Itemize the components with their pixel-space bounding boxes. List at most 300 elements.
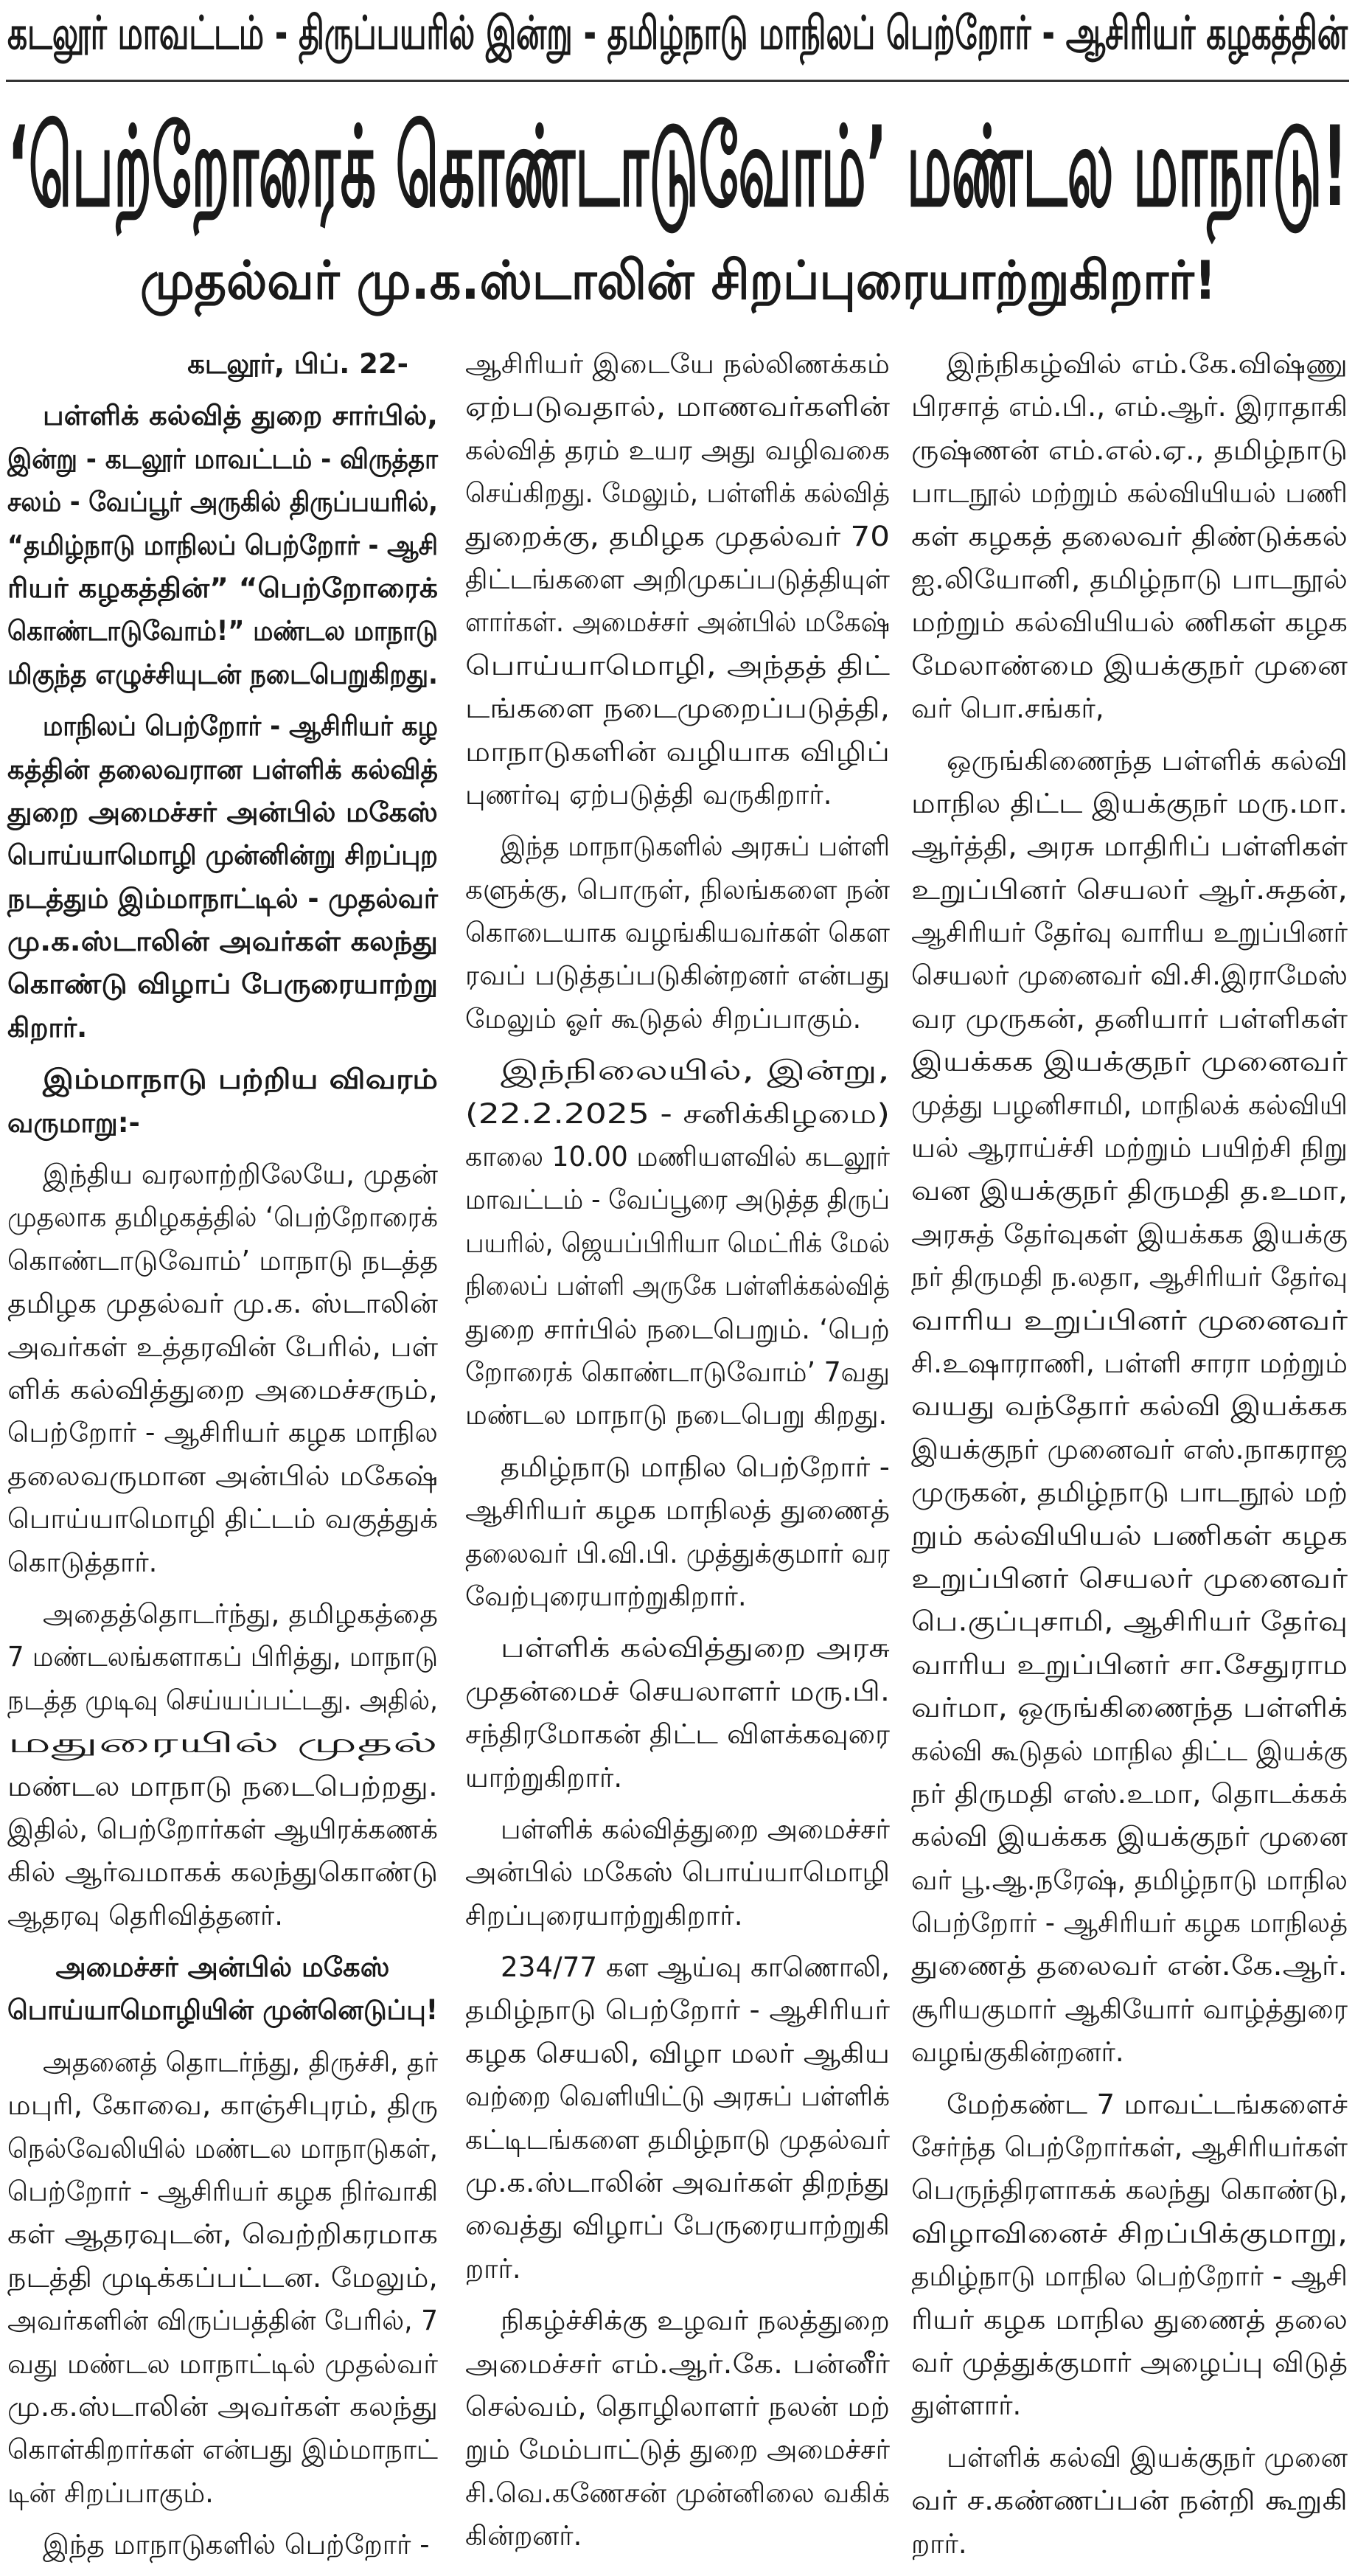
line-text: கத்தின் தலைவரான பள்ளிக் கல்வித் (7, 753, 438, 785)
text-line (465, 954, 890, 997)
text-line (7, 481, 438, 524)
text-line (7, 834, 438, 877)
line-text: பெ.குப்புசாமி, ஆசிரியர் தேர்வு (911, 1605, 1348, 1638)
text-line (911, 429, 1348, 472)
text-line (7, 524, 438, 567)
line-text: மு.க.ஸ்டாலின் அவர்கள் கலந்து (7, 926, 438, 958)
text-line (7, 567, 438, 610)
text-line (465, 2075, 890, 2118)
line-text: அன்பில் மகேஸ் பொய்யாமொழி (465, 1856, 890, 1889)
paragraph (911, 740, 1348, 2075)
line-text: அவர்களின் விருப்பத்தின் பேரில், 7 (7, 2305, 438, 2337)
text-line (7, 1989, 438, 2032)
paragraph (465, 2299, 890, 2558)
text-line (911, 2384, 1348, 2427)
line-text: மபுரி, கோவை, காஞ்சிபுரம், திரு (7, 2089, 438, 2122)
text-line (7, 1326, 438, 1369)
line-text: சூரியகுமார் ஆகியோர் வாழ்த்துரை (911, 1993, 1348, 2025)
line-text: துள்ளார். (911, 2389, 1022, 2422)
text-line (465, 2299, 890, 2342)
text-line (911, 1773, 1348, 1816)
line-text: கொடுத்தார். (7, 1546, 158, 1578)
line-text: கிறார். (7, 1011, 88, 1044)
line-text: நெல்வேலியில் மண்டல மாநாடுகள், (7, 2132, 438, 2164)
text-line (7, 1766, 438, 1808)
line-text: தமிழ்நாடு பெற்றோர் - ஆசிரியர் (465, 1994, 890, 2027)
line-text: றும் கல்வியியல் பணிகள் கழக (911, 1519, 1348, 1552)
text-line (7, 1808, 438, 1851)
text-line (7, 2386, 438, 2429)
text-line (7, 343, 438, 386)
text-line (7, 1722, 438, 1765)
text-line (911, 2479, 1348, 2522)
text-line (465, 645, 890, 687)
line-text: இந்த மாநாடுகளில் பெற்றோர் - (43, 2529, 430, 2561)
text-line (465, 558, 890, 601)
text-line (7, 705, 438, 748)
text-line (911, 2031, 1348, 2074)
line-text: கடலூர், பிப். 22- (187, 348, 408, 380)
text-line (7, 2343, 438, 2386)
line-text: சிறப்புரையாற்றுகிறார். (465, 1899, 743, 1931)
line-text: தலைவர் பி.வி.பி. முத்துக்குமார் வர (465, 1537, 890, 1569)
line-text: புணர்வு ஏற்படுத்தி வருகிறார். (465, 778, 832, 810)
line-text: 234/77 கள ஆய்வு காணொலி, (501, 1951, 890, 1984)
line-text: ஆதரவு தெரிவித்தனர். (7, 1899, 283, 1931)
text-line (911, 869, 1348, 912)
line-text: பள்ளிக் கல்வி இயக்குநர் முனை (947, 2441, 1348, 2473)
text-line (911, 2169, 1348, 2212)
text-line (7, 1153, 438, 1196)
line-text: பயரில், ஜெயப்பிரியா மெட்ரிக் மேல் (465, 1226, 890, 1259)
text-line (911, 1988, 1348, 2031)
text-line (465, 1446, 890, 1489)
line-text: தமிழ்நாடு மாநில பெற்றோர் - ஆசி (911, 2260, 1348, 2293)
text-line (911, 1515, 1348, 1558)
paragraph (465, 1049, 890, 1437)
line-text: ஏற்படுவதால், மாணவர்களின் (465, 391, 890, 423)
paragraph (911, 2083, 1348, 2428)
line-text: இயக்குநர் முனைவர் எஸ்.நாகராஜ (911, 1433, 1348, 1465)
line-text: இம்மாநாடு பற்றிய விவரம் (43, 1063, 438, 1096)
line-text: இந்திய வரலாற்றிலேயே, முதன் (43, 1159, 438, 1191)
text-line (7, 2429, 438, 2471)
line-text: மதுரையில் முதல் (7, 1727, 438, 1760)
text-line (465, 1136, 890, 1178)
text-line (911, 1041, 1348, 1083)
paragraph (911, 343, 1348, 731)
text-line (465, 1627, 890, 1670)
text-line (465, 2515, 890, 2558)
text-line (7, 1593, 438, 1636)
line-text: டங்களை நடைமுறைப்படுத்தி, (465, 692, 890, 725)
line-text: நர் திருமதி ந.லதா, ஆசிரியர் தேர்வு (911, 1261, 1348, 1294)
line-text: கள் கழகத் தலைவர் திண்டுக்கல் (911, 520, 1348, 552)
line-text: அவர்கள் உத்தரவின் பேரில், பள் (7, 1330, 438, 1363)
text-line (7, 2472, 438, 2515)
text-line (911, 1859, 1348, 1902)
text-line (465, 774, 890, 816)
paragraph (465, 825, 890, 1041)
line-text: வைத்து விழாப் பேருரையாற்றுகி (465, 2209, 890, 2242)
line-text: ஆர்த்தி, அரசு மாதிரிப் பள்ளிகள் (911, 830, 1348, 863)
text-line (7, 2170, 438, 2213)
line-text: தலைவருமான அன்பில் மகேஷ் (7, 1459, 438, 1492)
paragraph (465, 1808, 890, 1937)
line-text: ஆசிரியர் கழக மாநிலத் துணைத் (465, 1494, 890, 1527)
line-text: முதலாக தமிழகத்தில் ‘பெற்றோரைக் (7, 1201, 438, 1234)
line-text: வர்மா, ஒருங்கிணைந்த பள்ளிக் (911, 1692, 1348, 1724)
line-text: தமிழக முதல்வர் மு.க. ஸ்டாலின் (7, 1288, 438, 1320)
text-line (7, 1058, 438, 1101)
line-text: பொய்யாமொழி முன்னின்று சிறப்புற (7, 839, 438, 872)
line-text: ளிக் கல்வித்துறை அமைச்சரும், (7, 1373, 438, 1406)
text-line (911, 1687, 1348, 1729)
line-text: றோரைக் கொண்டாடுவோம்’ 7வது (465, 1355, 890, 1388)
line-text: வது மண்டல மாநாட்டில் முதல்வர் (7, 2347, 438, 2380)
line-text: வர் ச.கண்ணப்பன் நன்றி கூறுகி (911, 2485, 1348, 2517)
headline (7, 103, 1348, 243)
line-text: வர முருகன், தனியார் பள்ளிகள் (911, 1002, 1348, 1035)
text-line (7, 1412, 438, 1454)
text-line (465, 2429, 890, 2471)
line-text: காலை 10.00 மணியளவில் கடலூர் (465, 1141, 890, 1173)
text-line (465, 386, 890, 428)
line-text: முத்து பழனிசாமி, மாநிலக் கல்வியி (911, 1089, 1348, 1121)
line-text: வாரிய உறுப்பினர் சா.சேதுராம (911, 1648, 1348, 1681)
text-line (465, 1946, 890, 1989)
text-line (7, 653, 438, 696)
line-text: வேற்புரையாற்றுகிறார். (465, 1580, 747, 1612)
line-text: கொடையாக வழங்கியவர்கள் கௌ (465, 917, 890, 949)
text-line (7, 1895, 438, 1937)
line-text: றார். (911, 2527, 967, 2560)
text-line (465, 1178, 890, 1221)
line-text: மாநிலப் பெற்றோர் - ஆசிரியர் கழ (43, 710, 438, 743)
line-text: வர் முத்துக்குமார் அழைப்பு விடுத் (911, 2346, 1348, 2378)
text-line (7, 1851, 438, 1894)
line-text: உறுப்பினர் செயலர் ஆர்.சுதன், (911, 873, 1348, 906)
text-line (7, 1946, 438, 1989)
line-text: சலம் - வேப்பூர் அருகில் திருப்பயரில், (7, 486, 438, 518)
text-line (911, 1600, 1348, 1643)
line-text: நடத்தி முடிக்கப்பட்டன. மேலும், (7, 2261, 438, 2294)
line-text: சி.உஷாராணி, பள்ளி சாரா மற்றும் (911, 1347, 1348, 1379)
line-text: வர் பூ.ஆ.நரேஷ், தமிழ்நாடு மாநில (911, 1864, 1348, 1896)
text-line (7, 2084, 438, 2127)
line-text: மேலும் ஓர் கூடுதல் சிறப்பாகும். (465, 1002, 862, 1035)
headline-text: ‘பெற்றோரைக் கொண்டாடுவோம்’ மண்டல மாநாடு! (7, 103, 1348, 232)
text-line (465, 2032, 890, 2075)
text-line (465, 429, 890, 472)
text-line (465, 1895, 890, 1937)
subheadline (140, 249, 1216, 323)
text-line (465, 2119, 890, 2162)
text-line (7, 878, 438, 920)
text-line (911, 2255, 1348, 2298)
line-text: பொய்யாமொழி திட்டம் வகுத்துக் (7, 1503, 438, 1535)
line-text: மிகுந்த எழுச்சியுடன் நடைபெறுகிறது. (7, 658, 438, 690)
article-column-3 (911, 343, 1348, 2575)
line-text: ஒருங்கிணைந்த பள்ளிக் கல்வி (947, 744, 1348, 777)
text-line (7, 1196, 438, 1239)
line-text: பெற்றோர் - ஆசிரியர் கழக மாநில (7, 1417, 438, 1449)
text-line (465, 731, 890, 774)
text-line (911, 386, 1348, 428)
line-text: றார். (465, 2252, 521, 2285)
line-text: வழங்குகின்றனர். (911, 2036, 1124, 2069)
text-line (465, 1808, 890, 1851)
text-line (465, 515, 890, 558)
line-text: கில் ஆர்வமாகக் கலந்துகொண்டு (7, 1856, 438, 1889)
line-text: தமிழ்நாடு மாநில பெற்றோர் - (501, 1451, 890, 1483)
text-line (465, 687, 890, 730)
text-line (465, 343, 890, 386)
line-text: பிரசாத் எம்.பி., எம்.ஆர். இராதாகி (911, 391, 1348, 423)
line-text: அமைச்சர் எம்.ஆர்.கே. பன்னீர் (465, 2347, 890, 2380)
line-text: அதைத்தொடர்ந்து, தமிழகத்தை (43, 1597, 438, 1630)
text-line (465, 998, 890, 1041)
text-line (911, 515, 1348, 558)
line-text: நிகழ்ச்சிக்கு உழவர் நலத்துறை (501, 2305, 890, 2337)
text-line (7, 1007, 438, 1049)
text-line (911, 1213, 1348, 1256)
line-text: பெற்றோர் - ஆசிரியர் கழக நிர்வாகி (7, 2176, 438, 2208)
text-line (7, 2257, 438, 2299)
line-text: துணைத் தலைவர் என்.கே.ஆர். (911, 1950, 1348, 1982)
text-line (911, 1342, 1348, 1385)
line-text: மு.க.ஸ்டாலின் அவர்கள் திறந்து (465, 2167, 890, 2199)
text-line (465, 1394, 890, 1437)
line-text: வயது வந்தோர் கல்வி இயக்கக (911, 1390, 1348, 1423)
text-line (465, 1093, 890, 1136)
line-text: செல்வம், தொழிலாளர் நலன் மற் (465, 2390, 890, 2423)
text-line (911, 2212, 1348, 2255)
line-text: பள்ளிக் கல்வித் துறை சார்பில், (43, 400, 438, 432)
paragraph (465, 1946, 890, 2291)
text-line (7, 1369, 438, 1412)
text-line (7, 2041, 438, 2084)
line-text: மண்டல மாநாடு நடைபெறு கிறது. (465, 1399, 888, 1431)
text-line (7, 1679, 438, 1722)
line-text: நடத்த முடிவு செய்யப்பட்டது. அதில், (7, 1684, 438, 1716)
text-line (465, 825, 890, 868)
line-text: அரசுத் தேர்வுகள் இயக்கக இயக்கு (911, 1218, 1348, 1250)
text-line (7, 1240, 438, 1282)
text-line (911, 1730, 1348, 1773)
kicker-text: கடலூர் மாவட்டம் - திருப்பயரில் இன்று - தமிழ்நாடு மாநிலப் பெற்றோர் - ஆசிரியர் கழகத்தின் (7, 6, 1348, 60)
kicker-line (7, 6, 1348, 76)
text-line (7, 2524, 438, 2566)
text-line (911, 825, 1348, 868)
line-text: இந்நிகழ்வில் எம்.கே.விஷ்ணு (947, 348, 1348, 380)
text-line (7, 2213, 438, 2256)
text-line (911, 1428, 1348, 1471)
line-text: கல்வித் தரம் உயர அது வழிவகை (465, 434, 890, 466)
text-line (911, 782, 1348, 825)
text-line (911, 1816, 1348, 1858)
text-line (911, 740, 1348, 782)
paragraph (7, 705, 438, 1049)
paragraph (7, 1153, 438, 1584)
paragraph (7, 395, 438, 696)
line-text: விழாவினைச் சிறப்பிக்குமாறு, (911, 2217, 1348, 2249)
text-line (911, 2126, 1348, 2169)
paragraph (7, 2524, 438, 2566)
line-text: உறுப்பினர் செயலர் முனைவர் (911, 1562, 1348, 1594)
line-text: முருகன், தமிழ்நாடு பாடநூல் மற் (911, 1476, 1348, 1509)
text-line (911, 558, 1348, 601)
text-line (911, 1945, 1348, 1987)
line-text: கட்டிடங்களை தமிழ்நாடு முதல்வர் (465, 2123, 890, 2156)
text-line (465, 1670, 890, 1713)
line-text: யாற்றுகிறார். (465, 1761, 623, 1794)
paragraph (7, 1058, 438, 1145)
line-text: பொய்யாமொழி, அந்தத் திட் (465, 649, 890, 681)
text-line (7, 1102, 438, 1145)
paragraph (7, 2041, 438, 2515)
line-text: மாநில திட்ட இயக்குநர் மரு.மா. (911, 787, 1348, 819)
text-line (911, 1127, 1348, 1170)
text-line (911, 2299, 1348, 2341)
text-line (7, 1498, 438, 1541)
line-text: பாடநூல் மற்றும் கல்வியியல் பணி (911, 477, 1348, 510)
line-text: மாநாடுகளின் வழியாக விழிப் (465, 735, 890, 768)
paragraph (911, 2437, 1348, 2566)
line-text: பள்ளிக் கல்வித்துறை அரசு (501, 1632, 890, 1664)
line-text: இதில், பெற்றோர்கள் ஆயிரக்கணக் (7, 1813, 438, 1845)
text-line (911, 2341, 1348, 2384)
article-column-2 (465, 343, 890, 2567)
text-line (911, 1256, 1348, 1299)
line-text: ரியர் கழக மாநில துணைத் தலை (911, 2303, 1348, 2336)
text-line (7, 438, 438, 481)
text-line (465, 912, 890, 954)
line-text: சி.வெ.கணேசன் முன்னிலை வகிக் (465, 2476, 890, 2509)
line-text: மண்டல மாநாடு நடைபெற்றது. (7, 1770, 438, 1802)
text-line (465, 2472, 890, 2515)
text-line (7, 395, 438, 437)
text-line (911, 2083, 1348, 2126)
text-line (465, 1308, 890, 1351)
line-text: மேற்கண்ட 7 மாவட்டங்களைச் (947, 2088, 1348, 2120)
text-line (911, 1299, 1348, 1342)
text-line (465, 1265, 890, 1308)
text-line (7, 1455, 438, 1498)
paragraph (465, 1627, 890, 1799)
line-text: இன்று - கடலூர் மாவட்டம் - விருத்தா (7, 442, 438, 475)
line-text: கொண்டாடுவோம்!” மண்டல மாநாடு (7, 615, 438, 648)
line-text: கழக செயலி, விழா மலர் ஆகிய (465, 2037, 890, 2069)
text-line (465, 1532, 890, 1575)
line-text: மு.க.ஸ்டாலின் அவர்கள் கலந்து (7, 2390, 438, 2423)
line-text: யல் ஆராய்ச்சி மற்றும் பயிற்சி நிறு (911, 1132, 1348, 1164)
line-text: “தமிழ்நாடு மாநிலப் பெற்றோர் - ஆசி (7, 529, 438, 561)
line-text: றும் மேம்பாட்டுத் துறை அமைச்சர் (465, 2434, 890, 2466)
line-text: துறை அமைச்சர் அன்பில் மகேஸ் (7, 796, 438, 828)
line-text: களுக்கு, பொருள், நிலங்களை நன் (465, 873, 890, 906)
text-line (7, 1282, 438, 1325)
line-text: துறை சார்பில் நடைபெறும். ‘பெற் (465, 1313, 890, 1345)
line-text: ஆசிரியர் தேர்வு வாரிய உறுப்பினர் (911, 917, 1348, 949)
text-line (911, 1644, 1348, 1687)
line-text: நடத்தும் இம்மாநாட்டில் - முதல்வர் (7, 882, 438, 914)
text-line (465, 1489, 890, 1532)
line-text: துறைக்கு, தமிழக முதல்வர் 70 (465, 520, 890, 552)
line-text: மற்றும் கல்வியியல் ணிகள் கழக (911, 606, 1348, 639)
subheadline-text: முதல்வர் மு.க.ஸ்டாலின் சிறப்புரையாற்றுகிறார்! (140, 249, 1216, 311)
text-line (911, 343, 1348, 386)
line-text: கல்வி கூடுதல் மாநில திட்ட இயக்கு (911, 1735, 1348, 1767)
text-line (465, 2248, 890, 2291)
text-line (465, 2343, 890, 2386)
line-text: 7 மண்டலங்களாகப் பிரித்து, மாநாடு (7, 1641, 438, 1673)
line-text: திட்டங்களை அறிமுகப்படுத்தியுள் (465, 563, 890, 595)
text-line (465, 1049, 890, 1092)
line-text: நிலைப் பள்ளி அருகே பள்ளிக்கல்வித் (465, 1270, 890, 1302)
line-text: கொள்கிறார்கள் என்பது இம்மாநாட் (7, 2434, 438, 2466)
line-text: (22.2.2025 - சனிக்கிழமை) (465, 1097, 890, 1130)
text-line (7, 791, 438, 834)
text-line (465, 869, 890, 912)
line-text: முதன்மைச் செயலாளர் மரு.பி. (465, 1675, 890, 1707)
line-text: வன இயக்குநர் திருமதி த.உமா, (911, 1175, 1348, 1207)
paragraph (465, 1446, 890, 1619)
text-line (465, 1851, 890, 1894)
text-line (911, 1170, 1348, 1212)
text-line (911, 1558, 1348, 1600)
line-text: ருஷ்ணன் எம்.எல்.ஏ., தமிழ்நாடு (911, 434, 1348, 466)
text-line (911, 1084, 1348, 1127)
line-text: செய்கிறது. மேலும், பள்ளிக் கல்வித் (465, 477, 890, 510)
line-text: ஆசிரியர் இடையே நல்லிணக்கம் (465, 348, 890, 380)
line-text: ரியர் கழகத்தின்” “பெற்றோரைக் (7, 572, 439, 604)
line-text: ரவப் படுத்தப்படுகின்றனர் என்பது (465, 959, 890, 992)
text-line (7, 1636, 438, 1678)
line-text: வற்றை வெளியிட்டு அரசுப் பள்ளிக் (465, 2080, 890, 2113)
text-line (465, 472, 890, 515)
text-line (465, 1351, 890, 1394)
line-text: பள்ளிக் கல்வித்துறை அமைச்சர் (501, 1813, 890, 1845)
text-line (465, 1757, 890, 1799)
line-text: இயக்கக இயக்குநர் முனைவர் (911, 1046, 1348, 1078)
line-text: அதனைத் தொடர்ந்து, திருச்சி, தர் (43, 2046, 438, 2078)
text-line (911, 1471, 1348, 1514)
section-subheading (7, 1946, 438, 2032)
line-text: மேலாண்மை இயக்குநர் முனை (911, 649, 1348, 681)
text-line (7, 920, 438, 963)
text-line (911, 687, 1348, 730)
text-line (465, 2204, 890, 2247)
line-text: கல்வி இயக்கக இயக்குநர் முனை (911, 1821, 1348, 1853)
text-line (465, 1713, 890, 1756)
text-line (465, 2386, 890, 2429)
line-text: கொண்டாடுவோம்’ மாநாடு நடத்த (7, 1244, 438, 1277)
text-line (465, 1222, 890, 1265)
paragraph (7, 1593, 438, 1937)
text-line (911, 472, 1348, 515)
paragraph (465, 343, 890, 816)
text-line (911, 2437, 1348, 2479)
text-line (7, 610, 438, 653)
line-text: வாரிய உறுப்பினர் முனைவர் (911, 1304, 1348, 1336)
line-text: இந்நிலையில், இன்று, (501, 1055, 890, 1087)
line-text: இந்த மாநாடுகளில் அரசுப் பள்ளி (501, 830, 890, 863)
line-text: அமைச்சர் அன்பில் மகேஸ் (55, 1951, 390, 1984)
line-text: மாவட்டம் - வேப்பூரை அடுத்த திருப் (465, 1184, 890, 1216)
line-text: கள் ஆதரவுடன், வெற்றிகரமாக (7, 2218, 438, 2251)
text-line (7, 2299, 438, 2342)
